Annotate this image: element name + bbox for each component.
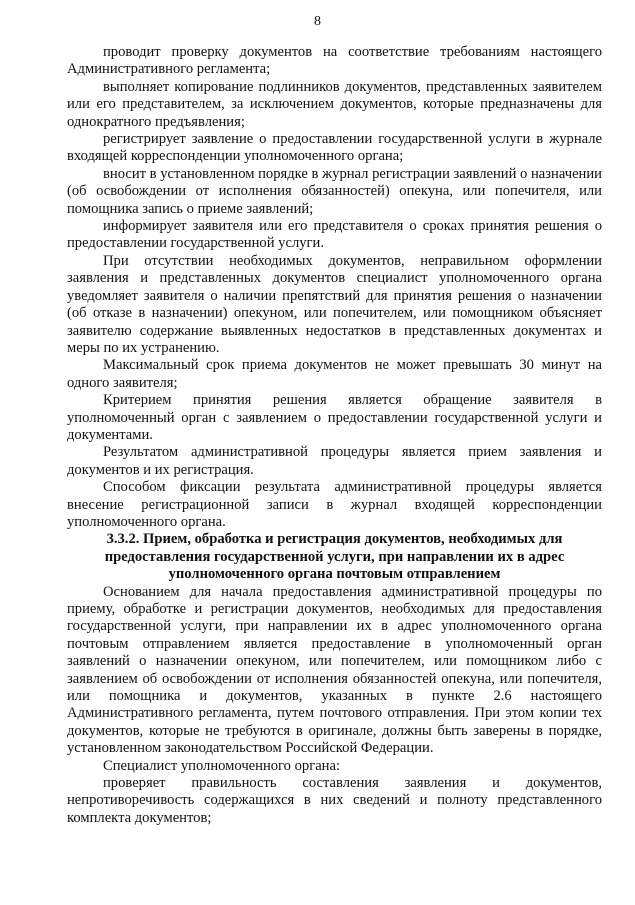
page-number: 8 [314,14,321,29]
paragraph: информирует заявителя или его представителя о сроках принятия решения о предоставлении государственной услуги. [67,218,602,252]
paragraph: проверяет правильность составления заявления и документов, непротиворечивость содержащихся в них сведений и полноту представленного комплекта документов; [67,775,602,826]
paragraph: проводит проверку документов на соответствие требованиям настоящего Административного регламента; [67,44,602,78]
paragraph: Способом фиксации результата административной процедуры является внесение регистрационной записи в журнал входящей корреспонденции уполномоченного органа. [67,479,602,530]
paragraph: При отсутствии необходимых документов, неправильном оформлении заявления и представленных документов специалист уполномоченного органа уведомляет заявителя о наличии препятствий для принятия решения о назначении (об отказе в назначении) опекуном, или попечителем, или помощником объясняет заявителю содержание выявленных недостатков в представленных документах и меры по их устранению. [67,252,602,356]
paragraph: выполняет копирование подлинников документов, представленных заявителем или его представителем, за исключением документов, которые предназначены для однократного предъявления; [67,78,602,130]
paragraph: Максимальный срок приема документов не может превышать 30 минут на одного заявителя; [67,357,602,391]
paragraph: Результатом административной процедуры является прием заявления и документов и их регистрация. [67,444,602,478]
paragraph: Критерием принятия решения является обращение заявителя в уполномоченный орган с заявлением о предоставлении государственной услуги и документами. [67,392,602,443]
paragraph: Специалист уполномоченного органа: [103,757,341,774]
paragraph: вносит в установленном порядке в журнал регистрации заявлений о назначении (об освобождении от исполнения обязанностей) опекуна, или попечителя, или помощника запись о приеме заявлений; [67,165,602,217]
paragraph: регистрирует заявление о предоставлении государственной услуги в журнале входящей корреспонденции уполномоченного органа; [67,131,602,165]
section-heading: 3.3.2. Прием, обработка и регистрация документов, необходимых для предоставления государственной услуги, при направлении их в адрес уполномоченного органа почтовым отправлением [104,531,565,583]
document-body [67,44,602,827]
paragraph: Основанием для начала предоставления административной процедуры по приему, обработке и регистрации документов, необходимых для предоставления государственной услуги, при направлении их в адрес уполномоченного органа почтовым отправлением является предоставление в уполномоченный орган заявлений о назначении опекуном, или попечителем, или помощником либо с заявлением об освобождении от исполнения обязанностей опекуна, или попечителя, или помощника и документов, указанных в пункте 2.6 настоящего Административного регламента, путем почтового отправления. При этом копии тех документов, которые не требуются в оригинале, должны быть заверены в порядке, установленном законодательством Российской Федерации. [67,583,602,757]
